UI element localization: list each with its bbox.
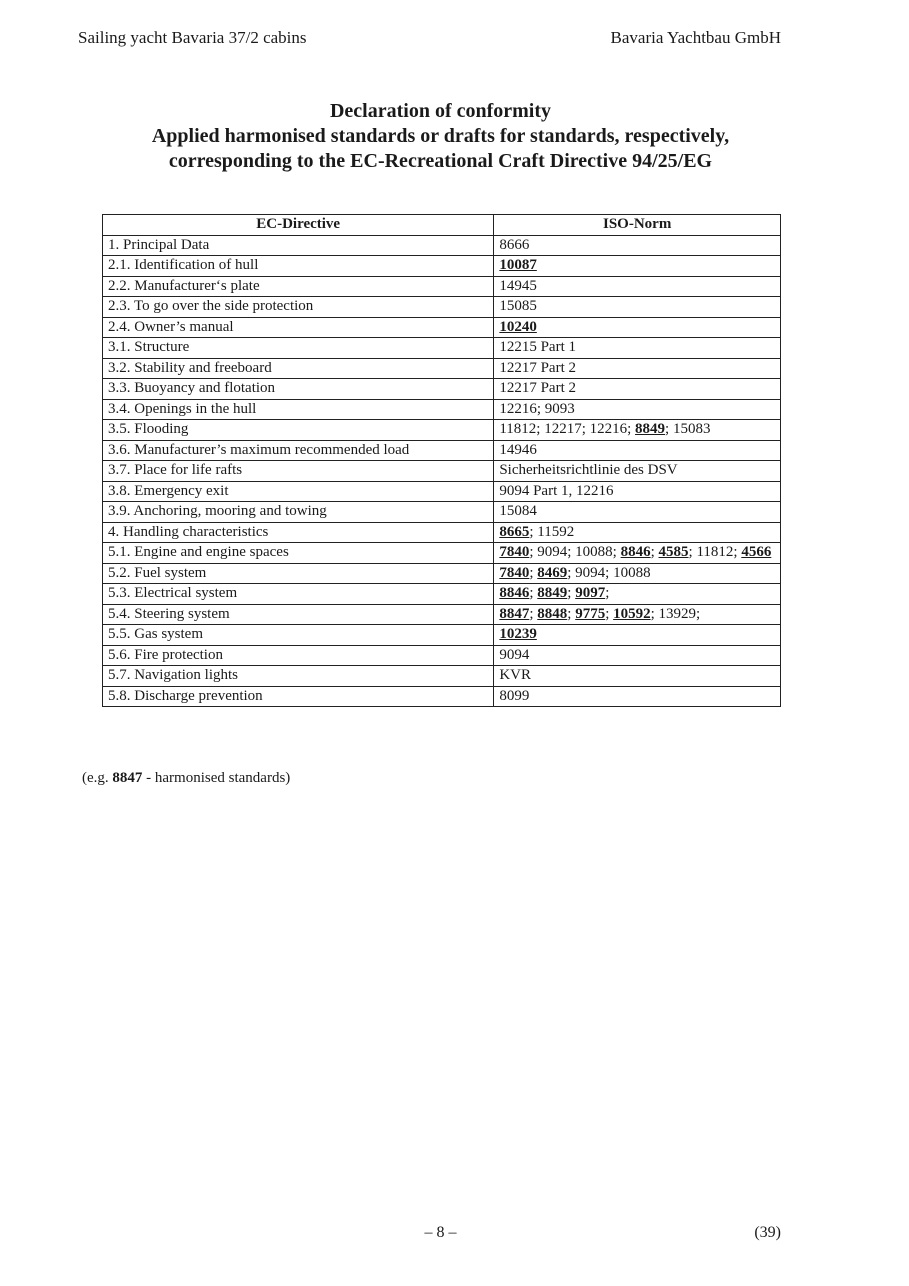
title-line-3: corresponding to the EC-Recreational Craft Directive 94/25/EG: [168, 150, 713, 172]
directive-cell: 3.8. Emergency exit: [103, 481, 494, 502]
table-row: [103, 584, 781, 605]
table-row: [103, 502, 781, 523]
iso-norm-cell: [494, 645, 781, 666]
iso-norm-cell: [494, 297, 781, 318]
iso-norm-cell: [494, 338, 781, 359]
norm-text: ;: [567, 605, 576, 622]
iso-norm-cell: [494, 399, 781, 420]
table-body: [103, 235, 781, 707]
norm-text: 12216; 9093: [499, 400, 575, 417]
table-row: [103, 440, 781, 461]
table-row: [103, 645, 781, 666]
table-row: [103, 543, 781, 564]
page-reference: (39): [754, 1224, 781, 1241]
harmonised-standard: 10087: [499, 257, 537, 273]
column-header-directive: EC-Directive: [103, 215, 494, 236]
directive-cell: 2.4. Owner’s manual: [103, 317, 494, 338]
directive-cell: 3.6. Manufacturer’s maximum recommended load: [103, 440, 494, 461]
iso-norm-cell: [494, 481, 781, 502]
iso-norm-cell: [494, 379, 781, 400]
norm-text: ; 13929;: [650, 605, 701, 622]
harmonised-standard: 7840: [499, 564, 530, 581]
directive-cell: 4. Handling characteristics: [103, 522, 494, 543]
table-row: [103, 256, 781, 277]
table-row: [103, 604, 781, 625]
directive-cell: 3.4. Openings in the hull: [103, 399, 494, 420]
iso-norm-cell: [494, 522, 781, 543]
iso-norm-cell: [494, 461, 781, 482]
table-row: [103, 625, 781, 646]
norm-text: ; 11812;: [688, 544, 742, 560]
norm-text: ;: [529, 605, 538, 622]
norm-text: 14945: [499, 277, 537, 294]
harmonised-standard: 8846: [499, 585, 530, 601]
directive-cell: 5.3. Electrical system: [103, 584, 494, 605]
norm-text: Sicherheitsrichtlinie des DSV: [499, 462, 678, 478]
norm-text: 11812; 12217; 12216;: [499, 421, 636, 437]
table-row: [103, 297, 781, 318]
harmonised-standard: 8848: [537, 605, 568, 622]
table-row: [103, 563, 781, 584]
norm-text: KVR: [499, 667, 532, 683]
harmonised-standard: 7840: [499, 544, 530, 560]
harmonised-standard: 9775: [575, 605, 606, 622]
harmonised-standard: 8849: [635, 421, 666, 437]
document-header-right: Bavaria Yachtbau GmbH: [610, 28, 781, 47]
harmonised-standard: 4585: [658, 544, 689, 560]
directive-cell: 2.1. Identification of hull: [103, 256, 494, 277]
norm-text: 9094 Part 1, 12216: [499, 482, 614, 499]
directive-cell: 5.7. Navigation lights: [103, 666, 494, 687]
norm-text: 8666: [499, 236, 530, 253]
iso-norm-cell: [494, 502, 781, 523]
note-example: 8847: [112, 770, 143, 786]
iso-norm-cell: [494, 584, 781, 605]
iso-norm-cell: [494, 604, 781, 625]
iso-norm-cell: [494, 276, 781, 297]
directive-cell: 5.2. Fuel system: [103, 563, 494, 584]
directive-cell: 5.8. Discharge prevention: [103, 686, 494, 707]
norm-text: ;: [605, 605, 614, 622]
directive-cell: 2.3. To go over the side protection: [103, 297, 494, 318]
norm-text: 9094: [499, 646, 530, 663]
legend-note: [82, 770, 290, 787]
table-row: [103, 235, 781, 256]
norm-text: ;: [529, 564, 538, 581]
note-prefix: (e.g.: [82, 770, 113, 786]
norm-text: ;: [567, 585, 576, 601]
directive-cell: 1. Principal Data: [103, 235, 494, 256]
harmonised-standard: 10239: [499, 626, 537, 642]
table-row: [103, 317, 781, 338]
norm-text: 12217 Part 2: [499, 380, 577, 396]
directive-cell: 5.1. Engine and engine spaces: [103, 543, 494, 564]
norm-text: 12215 Part 1: [499, 339, 577, 355]
directive-cell: 3.1. Structure: [103, 338, 494, 359]
norm-text: 15085: [499, 298, 537, 314]
norm-text: ; 9094; 10088;: [529, 544, 621, 560]
table-row: [103, 358, 781, 379]
table-row: [103, 461, 781, 482]
norm-text: 15084: [499, 503, 537, 519]
directive-cell: 3.5. Flooding: [103, 420, 494, 441]
harmonised-standard: 9097: [575, 585, 606, 601]
directive-cell: 5.4. Steering system: [103, 604, 494, 625]
norm-text: ;: [529, 585, 538, 601]
iso-norm-cell: [494, 563, 781, 584]
document-title: [0, 99, 881, 174]
table-row: [103, 399, 781, 420]
iso-norm-cell: [494, 440, 781, 461]
iso-norm-cell: [494, 666, 781, 687]
directive-cell: 5.6. Fire protection: [103, 645, 494, 666]
iso-norm-cell: [494, 317, 781, 338]
harmonised-standard: 8846: [620, 544, 651, 560]
directive-cell: 3.2. Stability and freeboard: [103, 358, 494, 379]
norm-text: ; 11592: [529, 523, 575, 540]
directive-cell: 5.5. Gas system: [103, 625, 494, 646]
iso-norm-cell: [494, 625, 781, 646]
note-suffix: - harmonised standards): [142, 770, 291, 786]
iso-norm-cell: [494, 358, 781, 379]
iso-norm-cell: [494, 543, 781, 564]
iso-norm-cell: [494, 235, 781, 256]
harmonised-standard: 8665: [499, 523, 530, 540]
column-header-iso-norm: ISO-Norm: [494, 215, 781, 236]
norm-text: ; 9094; 10088: [567, 564, 651, 581]
page-number: – 8 –: [424, 1224, 457, 1241]
harmonised-standard: 4566: [741, 544, 772, 560]
norm-text: ;: [650, 544, 659, 560]
table-header-row: [103, 215, 781, 236]
table-row: [103, 420, 781, 441]
directive-cell: 3.3. Buoyancy and flotation: [103, 379, 494, 400]
norm-text: ;: [605, 585, 610, 601]
table-row: [103, 276, 781, 297]
table-row: [103, 686, 781, 707]
norm-text: ; 15083: [665, 421, 711, 437]
harmonised-standard: 10240: [499, 318, 537, 335]
table-row: [103, 481, 781, 502]
directive-cell: 3.9. Anchoring, mooring and towing: [103, 502, 494, 523]
directive-cell: 2.2. Manufacturer‘s plate: [103, 276, 494, 297]
harmonised-standard: 10592: [613, 605, 651, 622]
norm-text: 8099: [499, 687, 530, 704]
document-header-left: Sailing yacht Bavaria 37/2 cabins: [78, 28, 307, 47]
norm-text: 12217 Part 2: [499, 359, 577, 376]
norm-text: 14946: [499, 441, 537, 458]
iso-norm-cell: [494, 420, 781, 441]
directive-cell: 3.7. Place for life rafts: [103, 461, 494, 482]
table-row: [103, 379, 781, 400]
standards-table: [102, 214, 781, 707]
title-line-2: Applied harmonised standards or drafts for standards, respectively,: [151, 125, 730, 147]
harmonised-standard: 8469: [537, 564, 568, 581]
table-row: [103, 338, 781, 359]
iso-norm-cell: [494, 256, 781, 277]
table-row: [103, 522, 781, 543]
harmonised-standard: 8849: [537, 585, 568, 601]
table-row: [103, 666, 781, 687]
title-line-1: Declaration of conformity: [329, 100, 552, 122]
iso-norm-cell: [494, 686, 781, 707]
harmonised-standard: 8847: [499, 605, 530, 622]
